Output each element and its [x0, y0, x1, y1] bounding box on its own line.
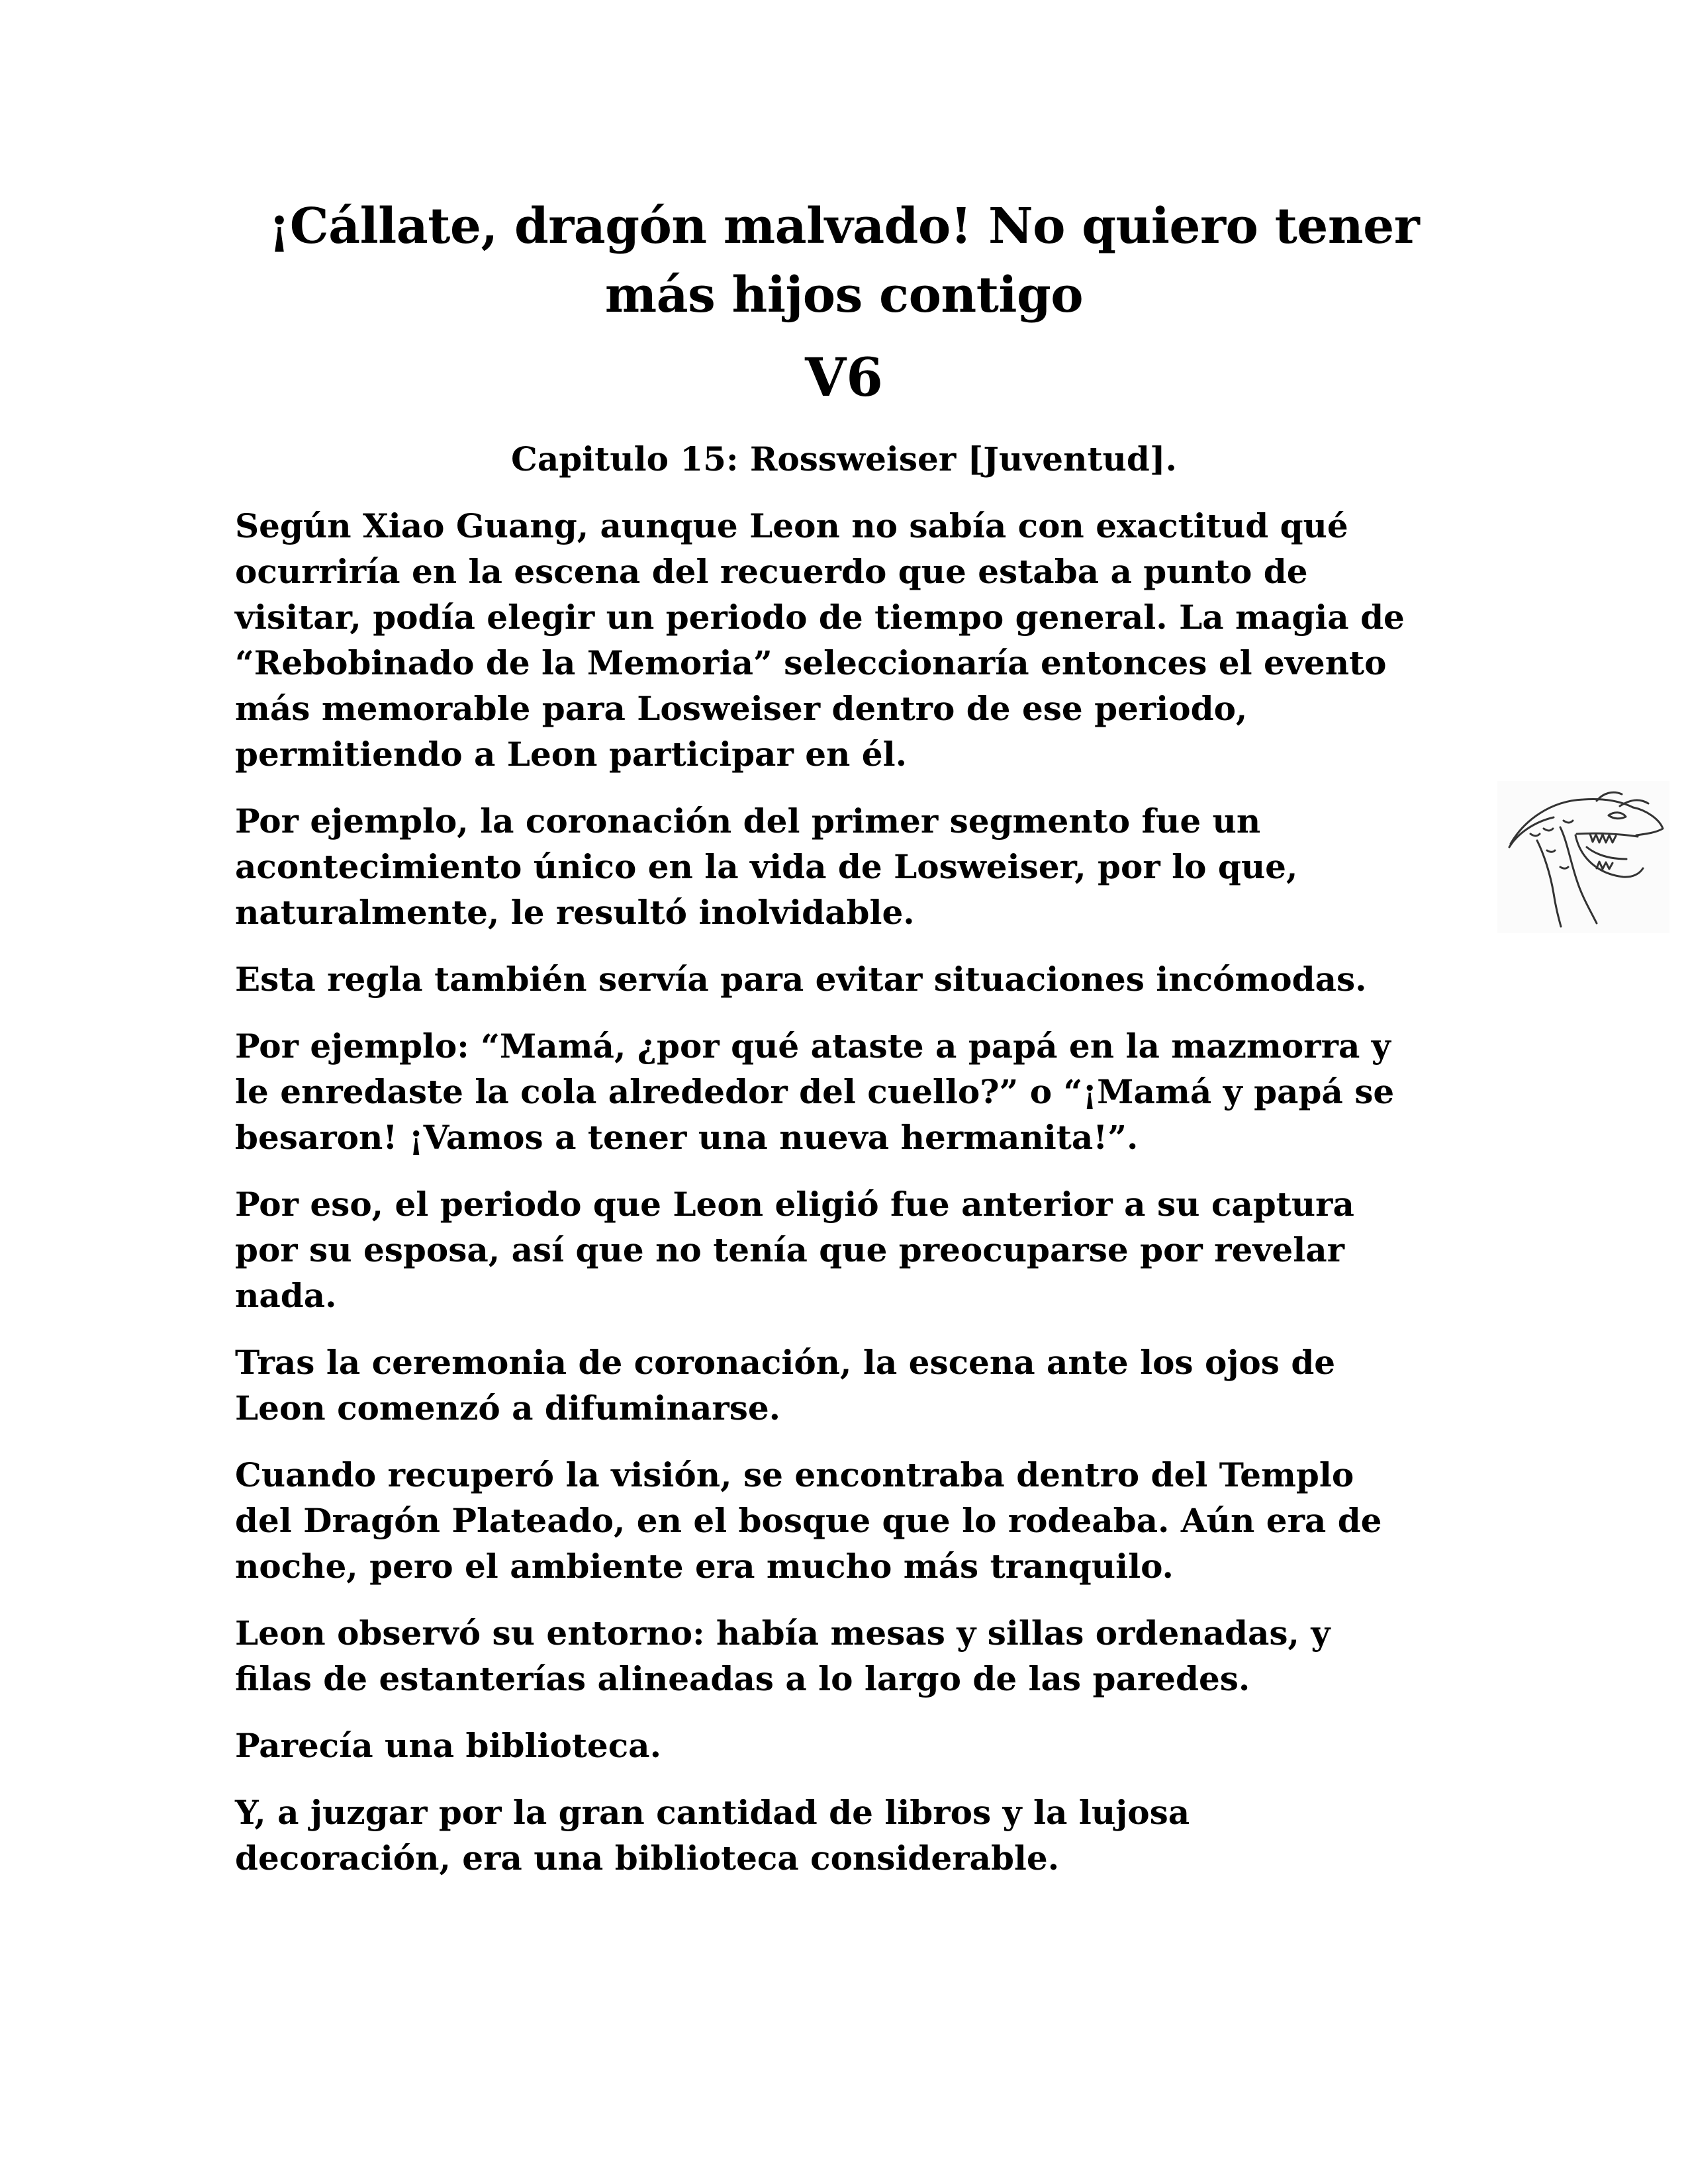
- chapter-heading: Capitulo 15: Rossweiser [Juventud].: [511, 439, 1177, 478]
- document-title: [199, 192, 1489, 330]
- paragraph: Tras la ceremonia de coronación, la escena ante los ojos de Leon comenzó a difuminarse.: [235, 1343, 1336, 1428]
- paragraph: Por ejemplo: “Mamá, ¿por qué ataste a papá en la mazmorra y le enredaste la cola alrededor del cuello?” o “¡Mamá y papá se besaron! ¡Vamos a tener una nueva hermanita!”.: [235, 1026, 1395, 1157]
- chapter-body: [235, 503, 1506, 1902]
- title-line-1: ¡Cállate, dragón malvado! No quiero tener: [268, 198, 1420, 255]
- dragon-head-sketch-icon: [1497, 781, 1669, 933]
- paragraph: Por ejemplo, la coronación del primer segmento fue un acontecimiento único en la vida de Losweiser, por lo que, naturalmente, le resultó inolvidable.: [235, 801, 1298, 932]
- paragraph: Cuando recuperó la visión, se encontraba dentro del Templo del Dragón Plateado, en el bosque que lo rodeaba. Aún era de noche, pero el ambiente era mucho más tranquilo.: [235, 1455, 1382, 1586]
- paragraph: Y, a juzgar por la gran cantidad de libros y la lujosa decoración, era una biblioteca considerable.: [235, 1793, 1190, 1878]
- paragraph: Según Xiao Guang, aunque Leon no sabía con exactitud qué ocurriría en la escena del recuerdo que estaba a punto de visitar, podía elegir un periodo de tiempo general. La magia de “Rebobinado de la Memoria” seleccionaría entonces el evento más memorable para Losweiser dentro de ese periodo, permitiendo a Leon participar en él.: [235, 506, 1405, 774]
- paragraph: Parecía una biblioteca.: [235, 1726, 661, 1765]
- paragraph: Por eso, el periodo que Leon eligió fue anterior a su captura por su esposa, así que no tenía que preocuparse por revelar nada.: [235, 1185, 1354, 1315]
- paragraph: Leon observó su entorno: había mesas y sillas ordenadas, y filas de estanterías alineadas a lo largo de las paredes.: [235, 1614, 1331, 1698]
- volume-label: V6: [805, 346, 883, 408]
- paragraph: Esta regla también servía para evitar situaciones incómodas.: [235, 960, 1367, 999]
- title-line-2: más hijos contigo: [604, 267, 1084, 324]
